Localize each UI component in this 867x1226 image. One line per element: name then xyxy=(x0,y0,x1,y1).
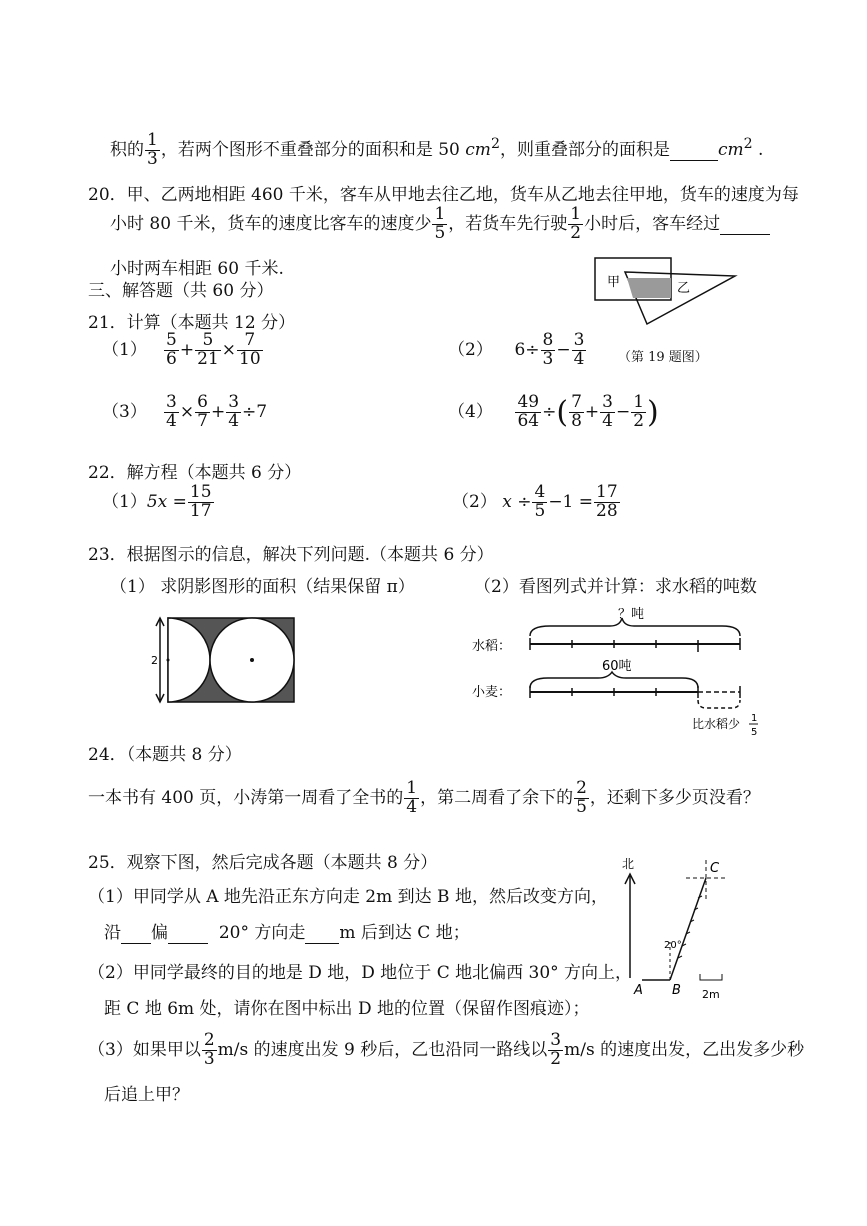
q19-caption: （第 19 题图） xyxy=(618,350,708,365)
q25-point-B: B xyxy=(672,983,681,998)
q23-wheat-label: 小麦： xyxy=(472,685,512,700)
q19-overlap-shade xyxy=(627,278,671,298)
q19-fraction: $\frac{1}{3}$ xyxy=(147,130,158,169)
q23-part1: （1） 求阴影图形的面积（结果保留 π） xyxy=(110,577,415,597)
q25-point-C: C xyxy=(710,861,720,876)
q23-rice-label: 水稻： xyxy=(472,639,512,654)
q23-less-brace xyxy=(698,700,740,708)
q19-text-pre: 积的 xyxy=(110,139,144,160)
q23-segment-diagram xyxy=(470,600,760,740)
q24-text: 一本书有 400 页，小涛第一周看了全书的 $\frac{1}{4}$ ，第二周看了余下的 $\frac{2}{5}$ ，还剩下多少页没看？ xyxy=(88,778,760,817)
section3-heading: 三、解答题（共 60 分） xyxy=(88,281,274,301)
q23-wheat-total-label: 60吨 xyxy=(602,659,632,674)
q25-point-A: A xyxy=(634,983,643,998)
q19-text-mid: ，若两个图形不重叠部分的面积和是 50 xyxy=(160,139,466,160)
q24-title: 24．（本题共 8 分） xyxy=(88,745,242,765)
q23-part2: （2）看图列式并计算：求水稻的吨数 xyxy=(474,577,757,597)
q25-title: 25．观察下图，然后完成各题（本题共 8 分） xyxy=(88,853,438,873)
q21-part2: （2） 6÷ $\frac{8}{3}$ − $\frac{3}{4}$ xyxy=(448,330,585,369)
q22-title: 22．解方程（本题共 6 分） xyxy=(88,463,302,483)
q20-answer-blank[interactable] xyxy=(720,214,770,235)
q25-north-label: 北 xyxy=(622,857,635,871)
q23-title: 23．根据图示的信息，解决下列问题.（本题共 6 分） xyxy=(88,545,494,565)
q19-label-yi: 乙 xyxy=(677,281,691,296)
q23-rice-total-label: ？吨 xyxy=(618,607,645,622)
q19-answer-blank[interactable] xyxy=(670,140,718,161)
q25-direction-figure xyxy=(612,852,742,1006)
q23-less-frac-num: 1 xyxy=(751,713,758,724)
q20-fraction-1: $\frac{1}{5}$ xyxy=(434,204,446,243)
q25-blank-direction-2[interactable] xyxy=(168,923,208,944)
q20-fraction-2: $\frac{1}{2}$ xyxy=(570,204,582,243)
q19-continuation: 积的 $\frac{1}{3}$ ，若两个图形不重叠部分的面积和是 50 $cm^2$，则重叠部分的面积是 $cm^2$ . xyxy=(110,130,764,169)
q19-label-jia: 甲 xyxy=(607,275,621,290)
q23-less-frac-den: 5 xyxy=(751,727,758,738)
q25-angle-label: 20° xyxy=(664,940,682,951)
q22-part1: （1）5x = $\frac{15}{17}$ xyxy=(102,482,212,521)
q25-part1-line1: （1）甲同学从 A 地先沿正东方向走 2m 到达 B 地，然后改变方向， xyxy=(88,887,608,907)
q19-unit: cm xyxy=(465,139,491,160)
q25-part3-line1: （3）如果甲以 $\frac{2}{3}$ m/s 的速度出发 9 秒后，乙也沿同一路线以 $\frac{3}{2}$ m/s 的速度出发，乙出发多少秒 xyxy=(88,1030,805,1069)
q25-scale-bar xyxy=(700,974,722,980)
q20-line3: 小时两车相距 60 千米. xyxy=(110,259,284,279)
q23-dimension-label: 2 xyxy=(151,654,158,667)
q25-scale-label: 2m xyxy=(702,988,720,1001)
q20-line1: 20．甲、乙两地相距 460 千米，客车从甲地去往乙地，货车从乙地去往甲地，货车的速度为每 xyxy=(88,185,799,205)
q25-blank-distance[interactable] xyxy=(305,923,339,944)
q21-title: 21．计算（本题共 12 分） xyxy=(88,313,296,333)
q25-part3-line2: 后追上甲？ xyxy=(104,1085,189,1105)
q23-shaded-figure xyxy=(148,608,308,708)
q25-part1-line2: 沿 偏 20° 方向走 m 后到达 C 地； xyxy=(104,923,470,943)
q25-part2-line1: （2）甲同学最终的目的地是 D 地，D 地位于 C 地北偏西 30° 方向上， xyxy=(88,963,633,983)
q23-circle-center xyxy=(250,658,254,662)
q23-wheat-brace xyxy=(530,672,698,688)
q22-part2: （2） x ÷ $\frac{4}{5}$ −1 = $\frac{17}{28}$ xyxy=(452,482,618,521)
q19-text-post: ，则重叠部分的面积是 xyxy=(499,139,670,160)
q21-part3: （3） $\frac{3}{4}$ × $\frac{6}{7}$ + $\frac{3}{4}$ ÷7 xyxy=(102,392,268,431)
q21-part4: （4） $\frac{49}{64}$ ÷( $\frac{7}{8}$ + $\frac{3}{4}$ − $\frac{1}{2}$ ) xyxy=(448,392,659,431)
q25-blank-direction-1[interactable] xyxy=(121,923,151,944)
q23-less-label: 比水稻少 xyxy=(692,717,741,731)
q25-part2-line2: 距 C 地 6m 处，请你在图中标出 D 地的位置（保留作图痕迹）； xyxy=(104,999,590,1019)
q19-figure xyxy=(585,252,745,332)
q25-segment-BC xyxy=(670,878,706,980)
q21-part1: （1） $\frac{5}{6}$ + $\frac{5}{21}$ × $\frac{7}{10}$ xyxy=(102,330,261,369)
q20-line2: 小时 80 千米，货车的速度比客车的速度少 $\frac{1}{5}$ ，若货车先行驶 $\frac{1}{2}$ 小时后，客车经过 xyxy=(110,206,770,243)
